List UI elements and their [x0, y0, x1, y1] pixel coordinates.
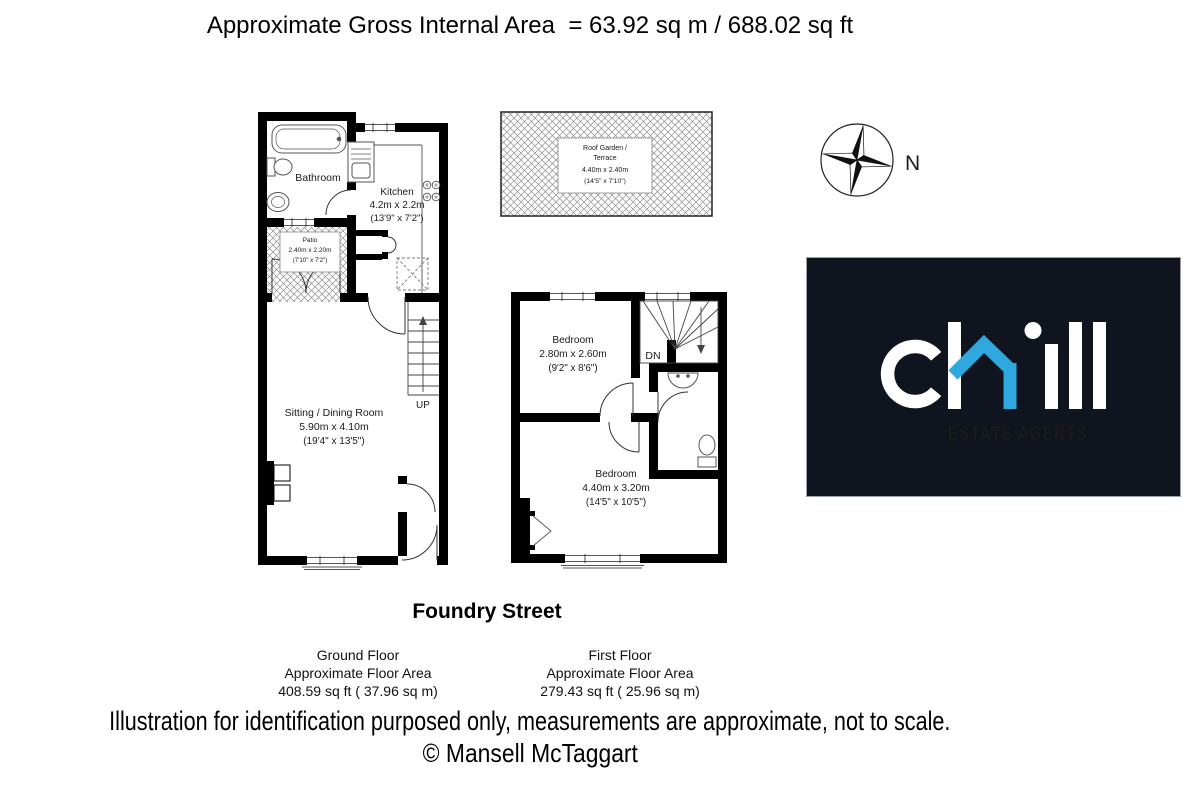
- bedroom1-imperial: (9'2" x 8'6"): [548, 363, 598, 374]
- patio-metric: 2.40m x 2.20m: [288, 247, 332, 254]
- bathroom-label: Bathroom: [295, 172, 341, 184]
- compass-north-label: N: [905, 152, 921, 175]
- bathtub-icon: [272, 125, 346, 153]
- compass-rose: [812, 118, 924, 204]
- first-floor-caption: [500, 646, 740, 700]
- logo-letter-l1: [1069, 322, 1082, 409]
- first-floor-caption-line3: 279.43 sq ft ( 25.96 sq m): [540, 683, 700, 699]
- roof-garden-plan: [500, 111, 713, 217]
- skylight-dashed: [397, 258, 428, 290]
- patio-name: Patio: [302, 237, 318, 244]
- first-floor-caption-line1: First Floor: [588, 647, 652, 663]
- bedroom1-metric: 2.80m x 2.60m: [539, 349, 607, 360]
- sitting-metric: 5.90m x 4.10m: [299, 421, 369, 433]
- agency-logo: [806, 257, 1181, 497]
- disclaimer-text: [0, 706, 1060, 737]
- first-floor-walls: [511, 292, 727, 563]
- copyright-line: © Mansell McTaggart: [422, 738, 638, 768]
- kitchen-name: Kitchen: [380, 187, 414, 198]
- dn-label: DN: [645, 350, 661, 362]
- ground-floor-plan: [252, 105, 458, 570]
- toilet-icon: [267, 158, 292, 176]
- logo-tagline: ESTATE AGENTS: [948, 423, 1088, 445]
- wc-basin-icon: [668, 373, 698, 388]
- kitchen-metric: 4.2m x 2.2m: [369, 200, 425, 211]
- cupboard-icon: [533, 516, 551, 546]
- logo-letter-l2: [1093, 322, 1106, 409]
- disclaimer-line: Illustration for identification purposed only, measurements are approximate, not to scale.: [109, 706, 951, 736]
- logo-letter-i-stem: [1045, 344, 1058, 409]
- sitting-name: Sitting / Dining Room: [284, 407, 384, 419]
- fireplace-icon: [267, 461, 290, 505]
- basin-icon: [267, 193, 289, 212]
- stairs-up: [408, 302, 439, 395]
- compass-star-icon: [816, 119, 897, 200]
- roof-garden-metric: 4.40m x 2.40m: [581, 167, 629, 174]
- ground-floor-caption-line1: Ground Floor: [316, 647, 400, 663]
- logo-wordmark: [807, 258, 1180, 496]
- kitchen-sink-icon: [348, 142, 374, 182]
- ground-floor-windows: [284, 123, 437, 570]
- hob-icon: [423, 181, 440, 201]
- kitchen-imperial: (13'9" x 7'2"): [370, 213, 424, 224]
- bedroom1-name: Bedroom: [552, 335, 594, 346]
- roof-garden-line2: Terrace: [593, 155, 617, 162]
- roof-garden-imperial: (14'5" x 7'10"): [584, 178, 626, 185]
- roof-garden-line1: Roof Garden /: [583, 145, 627, 152]
- first-floor-caption-line2: Approximate Floor Area: [546, 665, 694, 681]
- sitting-imperial: (19'4" x 13'5"): [303, 436, 365, 447]
- bedroom2-metric: 4.40m x 3.20m: [582, 483, 650, 494]
- up-label: UP: [416, 400, 430, 411]
- logo-house-roof-icon: [953, 344, 1010, 375]
- first-floor-plan: [505, 285, 733, 570]
- copyright-text: [0, 738, 1060, 769]
- ground-floor-caption-line3: 408.59 sq ft ( 37.96 sq m): [278, 683, 438, 699]
- ground-floor-caption-line2: Approximate Floor Area: [284, 665, 432, 681]
- page-title: Approximate Gross Internal Area = 63.92 sq m / 688.02 sq ft: [206, 12, 854, 39]
- patio-imperial: (7'10" x 7'2"): [292, 257, 328, 264]
- bedroom2-name: Bedroom: [595, 469, 637, 480]
- logo-house-leg: [1004, 363, 1017, 409]
- property-name: Foundry Street: [412, 600, 562, 623]
- logo-i-dot: [1025, 322, 1042, 339]
- wc-toilet-icon: [698, 435, 716, 467]
- logo-letter-c: [888, 347, 937, 402]
- ground-floor-caption: [238, 646, 478, 700]
- bedroom2-imperial: (14'5" x 10'5"): [585, 497, 647, 508]
